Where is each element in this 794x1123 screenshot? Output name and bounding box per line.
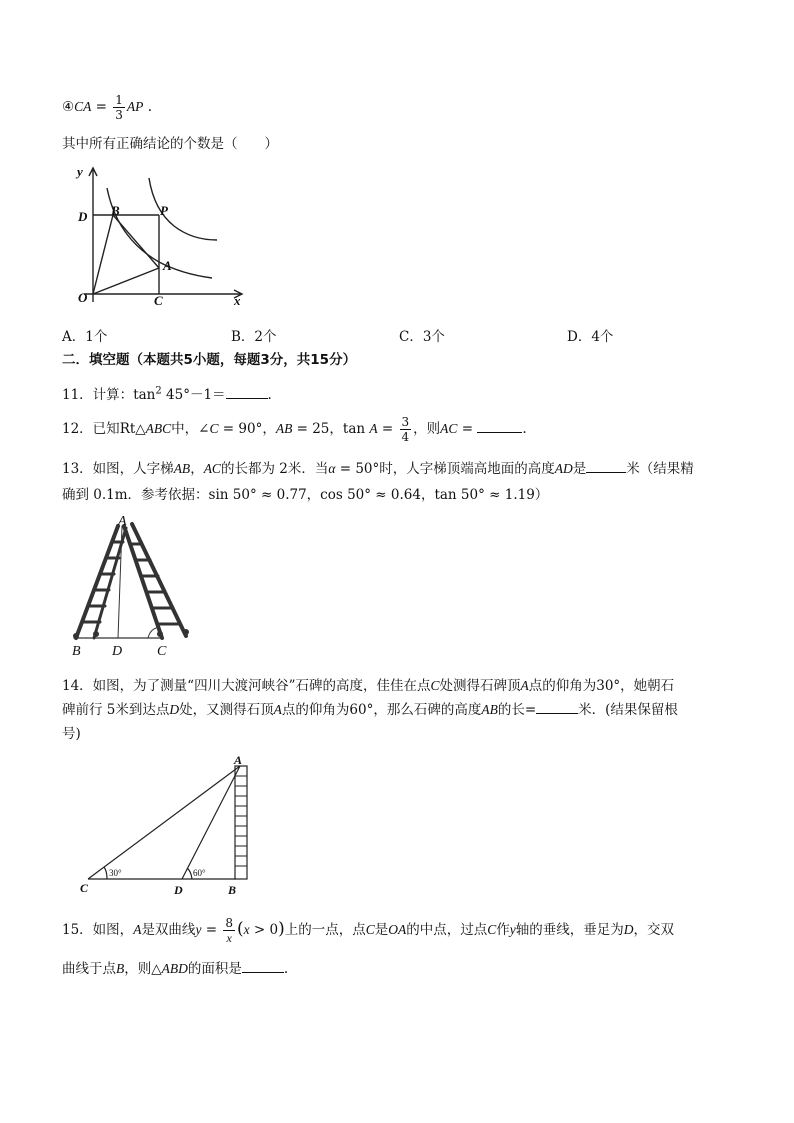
q15-a: 15．如图， <box>62 922 134 938</box>
item4-statement <box>62 90 152 124</box>
q14-AB: AB <box>481 702 498 717</box>
label-B: B <box>72 644 81 659</box>
label-O: O <box>78 290 88 305</box>
q15-fraction <box>223 917 235 944</box>
q15-OA: OA <box>388 922 407 937</box>
label-C: C <box>157 644 167 659</box>
question-15-line1 <box>62 911 674 947</box>
label-D: D <box>174 883 183 897</box>
angle-30-label: 30° <box>109 868 122 878</box>
angle-60-label: 60° <box>193 868 206 878</box>
q12-e: = <box>377 421 398 437</box>
label-A: A <box>234 753 243 767</box>
q12-num: 3 <box>401 415 410 429</box>
option-a[interactable]: A．1个 <box>62 329 108 345</box>
figure-ladder <box>66 514 200 660</box>
q15-num: 8 <box>225 916 233 930</box>
q12-den: 4 <box>401 430 410 444</box>
q15-x: x <box>243 922 250 937</box>
q12-ac: AC <box>440 421 458 436</box>
label-D: D <box>78 209 88 224</box>
q15-answer-blank[interactable] <box>242 960 284 973</box>
q13-line1-b: 的长都为 2米．当 <box>220 461 329 477</box>
q14-C: C <box>430 678 440 693</box>
segment-DA <box>182 766 240 879</box>
q12-end: . <box>522 421 527 437</box>
segment-OB <box>93 215 113 294</box>
label-P: P <box>160 203 168 218</box>
q15-B: B <box>116 961 125 976</box>
q12-rt: Rt <box>119 421 136 437</box>
item4-den: 3 <box>115 108 123 122</box>
q14-line2-d: 的长= <box>497 702 537 718</box>
q11-answer-blank[interactable] <box>226 386 268 399</box>
section2-title: 二．填空题（本题共5小题，每题3分，共15分） <box>62 352 357 368</box>
q12-tanA: tan <box>342 421 370 437</box>
q14-A: A <box>520 678 529 693</box>
q11-end: . <box>267 387 272 403</box>
q15-y: y <box>195 922 202 937</box>
q12-ab: AB <box>275 421 293 436</box>
q15-eq: = <box>201 922 222 938</box>
q15-C: C <box>365 922 375 937</box>
question-13-line1 <box>62 457 694 477</box>
q14-line1-c: 点的仰角为30°，她朝石 <box>528 678 675 694</box>
item4-marker: ④ <box>62 99 75 115</box>
q14-line2-a: 碑前行 5米到达点 <box>62 702 170 718</box>
q12-c: = 90°， <box>218 421 276 437</box>
option-d[interactable]: D．4个 <box>567 329 614 345</box>
item4-eq: = <box>91 99 112 115</box>
q12-angle: ∠ <box>198 421 210 437</box>
q15-d: 是 <box>374 922 389 938</box>
label-A: A <box>163 258 172 273</box>
item4-end: . <box>143 99 153 115</box>
q12-tri: △ <box>135 421 146 437</box>
item4-fraction <box>113 94 125 121</box>
q14-line2-e: 米．(结果保留根 <box>578 702 678 718</box>
q13-AD: AD <box>554 461 573 476</box>
q15-line2-b: ，则△ <box>124 961 162 977</box>
q15-C2: C <box>487 922 497 937</box>
q15-ABD: ABD <box>161 961 188 976</box>
q11-prefix: 11．计算： <box>62 387 134 403</box>
figure-monument <box>74 752 260 900</box>
figure-hyperbola <box>62 160 252 308</box>
q14-line1-b: 处测得石碑顶 <box>439 678 521 694</box>
item4-num: 1 <box>115 93 123 107</box>
q13-answer-blank[interactable] <box>586 460 626 473</box>
q13-line1-e: 米（结果精 <box>626 461 694 477</box>
q15-f: 作 <box>496 922 510 938</box>
q13-line1-c: = 50°时，人字梯顶端高地面的高度 <box>335 461 555 477</box>
q14-line2-c: 点的仰角为60°，那么石碑的高度 <box>281 702 482 718</box>
q15-y2: y <box>509 922 516 937</box>
label-D: D <box>112 644 123 659</box>
q15-b: 是双曲线 <box>141 922 196 938</box>
q15-c: 上的一点，点 <box>284 922 366 938</box>
q12-A: A <box>369 421 378 436</box>
q15-A: A <box>133 922 142 937</box>
q12-answer-blank[interactable] <box>477 420 522 433</box>
q12-f: ，则 <box>413 421 441 437</box>
label-C: C <box>80 881 89 895</box>
monument <box>235 766 247 879</box>
q14-answer-blank[interactable] <box>536 701 578 714</box>
q14-A2: A <box>273 702 282 717</box>
q11-rest: 45°－1＝ <box>161 387 226 403</box>
q12-b: 中， <box>171 421 199 437</box>
item4-lhs: CA <box>74 99 92 114</box>
question-11 <box>62 383 272 403</box>
q15-cond-close: ) <box>278 919 285 939</box>
q13-AC: AC <box>203 461 221 476</box>
q15-end: . <box>283 961 289 977</box>
label-B: B <box>111 203 120 218</box>
question-prompt: 其中所有正确结论的个数是（ ） <box>62 136 278 152</box>
question-15-line2 <box>62 957 288 977</box>
label-A: A <box>118 514 127 529</box>
q15-cond-open: ( <box>236 919 244 939</box>
q15-g: 轴的垂线，垂足为 <box>515 922 624 938</box>
q13-AB: AB <box>173 461 191 476</box>
label-C: C <box>154 293 163 308</box>
q12-cc: C <box>209 421 219 436</box>
question-14-line2 <box>62 698 678 718</box>
q12-g: = <box>457 421 478 437</box>
q13-comma: ， <box>190 461 204 477</box>
q14-D: D <box>169 702 180 717</box>
question-13-line2: 确到 0.1m．参考依据：sin 50° ≈ 0.77，cos 50° ≈ 0.64，tan 50° ≈ 1.19） <box>62 487 549 503</box>
q15-line2-a: 曲线于点 <box>62 961 116 977</box>
question-14-line1 <box>62 674 674 694</box>
q15-D: D <box>623 922 634 937</box>
q15-h: ，交双 <box>633 922 675 938</box>
q13-line1-d: 是 <box>572 461 587 477</box>
q12-a: 12．已知 <box>62 421 120 437</box>
q15-den: x <box>226 931 232 945</box>
question-12 <box>62 411 527 447</box>
segment-OA <box>93 268 159 294</box>
q14-line2-b: 处，又测得石顶 <box>179 702 274 718</box>
segment-CA <box>88 766 240 879</box>
q11-tan: tan <box>133 387 156 403</box>
q15-line2-c: 的面积是 <box>187 961 242 977</box>
q15-cond: > 0 <box>249 922 279 938</box>
q12-d: = 25， <box>292 421 343 437</box>
question-14-line3: 号) <box>62 726 81 742</box>
q11-exp: 2 <box>155 385 162 397</box>
q13-line1-a: 13．如图，人字梯 <box>62 461 174 477</box>
label-y: y <box>77 164 83 179</box>
q12-abc: ABC <box>145 421 172 436</box>
option-c[interactable]: C．3个 <box>399 329 445 345</box>
option-b[interactable]: B．2个 <box>231 329 277 345</box>
q13-alpha: α <box>328 461 336 476</box>
q15-e: 的中点，过点 <box>406 922 488 938</box>
label-x: x <box>234 293 241 308</box>
q14-line1-a: 14．如图，为了测量“四川大渡河峡谷”石碑的高度，佳佳在点 <box>62 678 431 694</box>
item4-rhs: AP <box>126 99 144 114</box>
q12-fraction <box>400 416 412 443</box>
label-B: B <box>228 883 237 897</box>
